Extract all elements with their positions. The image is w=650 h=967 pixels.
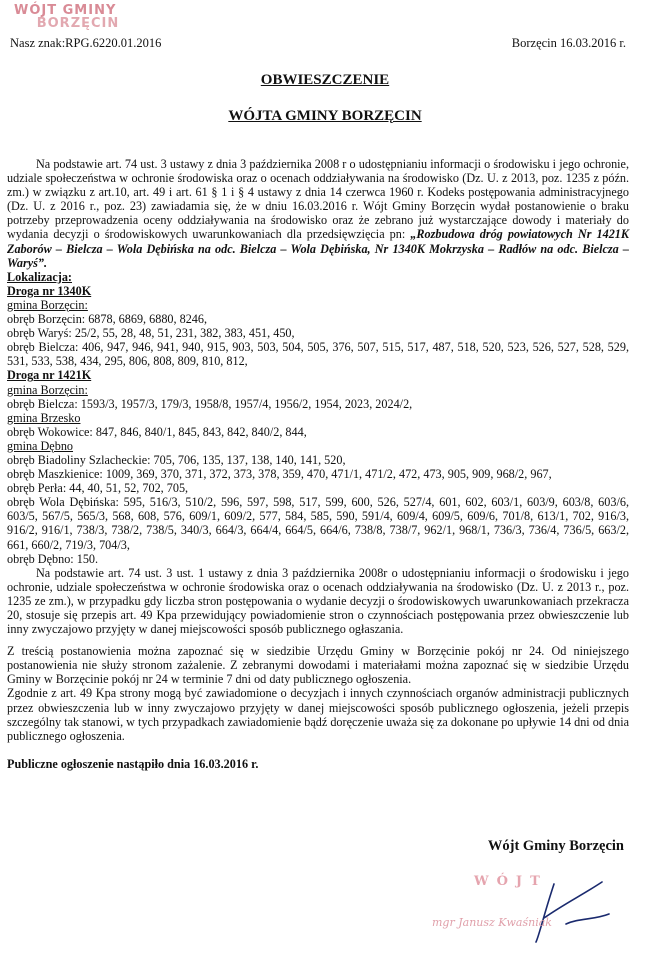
stamp-line-1: WÓJT GMINY bbox=[14, 3, 117, 18]
intro-paragraph bbox=[7, 157, 629, 270]
parcel-line: obręb Waryś: 25/2, 55, 28, 48, 51, 231, 382, 383, 451, 450, bbox=[7, 326, 295, 341]
parcel-line: obręb Dębno: 150. bbox=[7, 551, 99, 566]
parcel-line: obręb Wola Dębińska: 595, 516/3, 510/2, 596, 597, 598, 517, 599, 600, 526, 527/4, 601, 602, 603/1, 603/9, 603/8, 603/6, 603/5, 567/5, 565/3, 568, 608, 576, 609/1, 609/2, 577, 584, 585, 590, 591/4, 609/4, 609/5, 609/6, 701/8, 613/1, 702, 916/3, 916/2, 916/1, 738/3, 738/2, 738/5, 340/3, 664/3, 664/4, 664/5, 664/6, 738/8, 738/7, 962/1, 968/1, 736/3, 736/4, 736/5, 663/2, 661, 660/2, 719/3, 704/3, bbox=[7, 495, 629, 552]
road-label: Droga nr 1340K bbox=[7, 283, 92, 298]
parcel-line: obręb Bielcza: 1593/3, 1957/3, 179/3, 1958/8, 1957/4, 1956/2, 1954, 2023, 2024/2, bbox=[7, 396, 413, 411]
gmina-label: gmina Brzesko bbox=[7, 410, 81, 425]
parcel-line: obręb Biadoliny Szlacheckie: 705, 706, 135, 137, 138, 140, 141, 520, bbox=[7, 452, 346, 467]
signer-title: Wójt Gminy Borzęcin bbox=[487, 838, 624, 854]
handwritten-signature bbox=[484, 874, 624, 944]
art49-paragraph: Zgodnie z art. 49 Kpa strony mogą być zawiadomione o decyzjach i innych czynnościach organów administracji publicznych przez obwieszczenia lub w inny zwyczajowo przyjęty w danej miejscowości sposób publicznego ogłoszenia, jeżeli przepis szczególny tak stanowi, w tych przypadkach zawiadomienie bądź doręczenie uważa się za dokonane po upływie 14 dni od dnia publicznego ogłoszenia. bbox=[7, 686, 629, 743]
parcel-line: obręb Borzęcin: 6878, 6869, 6880, 8246, bbox=[7, 312, 208, 327]
document-body bbox=[7, 157, 629, 771]
reference-number: Nasz znak:RPG.6220.01.2016 bbox=[10, 36, 162, 50]
place-and-date: Borzęcin 16.03.2016 r. bbox=[511, 36, 626, 50]
art74-paragraph: Na podstawie art. 74 ust. 3 ust. 1 ustawy z dnia 3 października 2008r o udostępnianiu informacji o środowisku i jego ochronie, udziale społeczeństwa w ochronie środowiska oraz o ocenach oddziaływania na środowisko (Dz. U. z 2013 r., poz. 1235 ze zm.), w przypadku gdy liczba stron postępowania o wydanie decyzji o środowiskowych uwarunkowaniach przekracza 20, stosuje się przepis art. 49 Kpa przewidujący powiadomienie stron o czynnościach postępowania przez obwieszczenie lub inny zwyczajowo przyjęty w danej miejscowości sposób publicznego ogłaszania. bbox=[7, 565, 629, 637]
stamp-title: WÓJT bbox=[474, 874, 548, 889]
gmina-label: gmina Borzęcin: bbox=[7, 382, 88, 397]
parcel-line: obręb Perła: 44, 40, 51, 52, 702, 705, bbox=[7, 481, 189, 496]
intro-text: Na podstawie art. 74 ust. 3 ustawy z dnia 3 października 2008 r o udostępnianiu informacji o środowisku i jego ochronie, udziale społeczeństwa w ochronie środowiska oraz o ocenach oddziaływania na środowisko (Dz. U. z 2013, poz. 1235 z późn. zm.) w związku z art.10, art. 49 i art. 61 § 1 i § 4 ustawy z dnia 14 czerwca 1960 r. Kodeks postępowania administracyjnego (Dz. U. z 2016 r., poz. 23) zawiadamia się, że w dniu 16.03.2016 r. Wójt Gminy Borzęcin wydał postanowienie o braku potrzeby przeprowadzenia oceny oddziaływania na środowisko oraz że zebrano już wystarczające dowody i materiały do wydania decyzji o środowiskowych uwarunkowaniach dla przedsięwzięcia pn: bbox=[7, 157, 629, 242]
office-paragraph: Z treścią postanowienia można zapoznać się w siedzibie Urzędu Gminy w Borzęcinie pokój nr 24. Od niniejszego postanowienia nie służy stronom zażalenie. Z zebranymi dowodami i materiałami można zapoznać się w siedzibie Urzędu Gminy w Borzęcinie pokój nr 24 w terminie 7 dni od daty publicznego ogłoszenia. bbox=[7, 644, 629, 687]
official-stamp-top bbox=[14, 4, 142, 38]
publication-note: Publiczne ogłoszenie nastąpiło dnia 16.03.2016 r. bbox=[7, 756, 259, 771]
location-label: Lokalizacja: bbox=[7, 269, 72, 284]
signature-block bbox=[424, 838, 624, 958]
stamp-line-2: BORZĘCIN bbox=[36, 16, 120, 31]
stamp-name: mgr Janusz Kwaśniak bbox=[432, 916, 552, 929]
parcel-line: obręb Maszkienice: 1009, 369, 370, 371, 372, 373, 378, 359, 470, 471/1, 471/2, 472, 473, 905, 909, 968/2, 967, bbox=[7, 467, 552, 482]
document-subtitle: WÓJTA GMINY BORZĘCIN bbox=[228, 108, 422, 124]
road-label: Droga nr 1421K bbox=[7, 368, 92, 383]
document-title: OBWIESZCZENIE bbox=[260, 72, 390, 88]
parcel-line: obręb Wokowice: 847, 846, 840/1, 845, 843, 842, 840/2, 844, bbox=[7, 424, 307, 439]
parcel-line: obręb Bielcza: 406, 947, 946, 941, 940, 915, 903, 503, 504, 505, 376, 507, 515, 517, 487, 518, 520, 523, 526, 527, 528, 529, 531, 533, 538, 434, 295, 806, 808, 809, 810, 812, bbox=[7, 340, 629, 369]
gmina-label: gmina Dębno bbox=[7, 438, 74, 453]
project-name: „Rozbudowa dróg powiatowych Nr 1421K Zaborów – Bielcza – Wola Dębińska na odc. Bielcza – Wola Dębińska, Nr 1340K Mokrzyska – Radłów na odc. Bielcza – Waryś”. bbox=[7, 227, 630, 270]
gmina-label: gmina Borzęcin: bbox=[7, 297, 88, 312]
